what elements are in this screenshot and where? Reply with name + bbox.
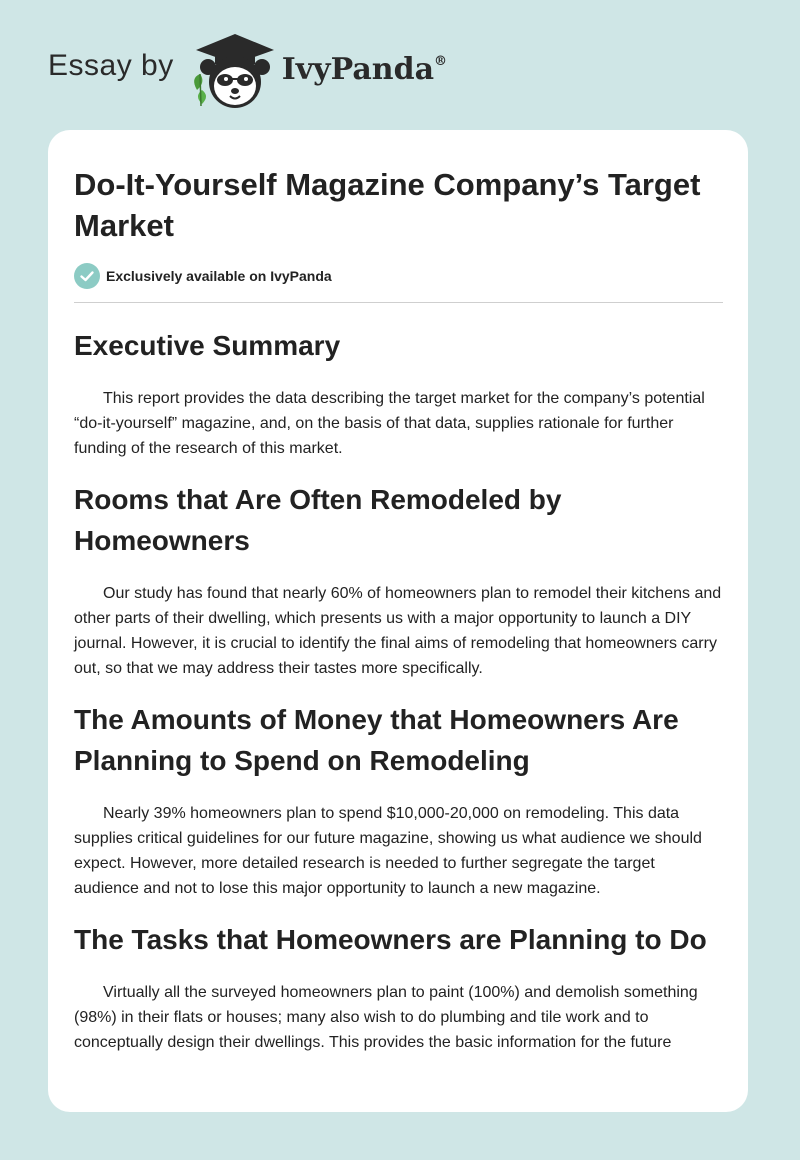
exclusive-badge — [74, 263, 724, 289]
panda-graduate-logo-icon[interactable] — [188, 30, 278, 110]
section-heading: Executive Summary — [74, 330, 341, 361]
registered-mark: ® — [434, 53, 448, 69]
section-paragraph: Virtually all the surveyed homeowners plan to paint (100%) and demolish something (98%) in their flats or houses; many also wish to do plumbing and tile work and to conceptually design their dwellings. This provides the basic information for the future — [74, 984, 698, 1051]
article-card — [48, 130, 748, 1112]
section-heading: Rooms that Are Often Remodeled by Homeowners — [74, 484, 562, 556]
section-heading: The Amounts of Money that Homeowners Are Planning to Spend on Remodeling — [74, 704, 679, 776]
exclusive-badge-text: Exclusively available on IvyPanda — [106, 268, 332, 284]
article-title: Do-It-Yourself Magazine Company’s Target Market — [74, 167, 701, 243]
essay-by-label: Essay by — [48, 49, 174, 82]
section-heading: The Tasks that Homeowners are Planning to Do — [74, 924, 707, 955]
check-circle-icon — [74, 263, 100, 289]
section-paragraph: Our study has found that nearly 60% of homeowners plan to remodel their kitchens and other parts of their dwelling, which presents us with a major opportunity to launch a DIY journal. However, it is crucial to identify the final aims of remodeling that homeowners carry out, so that we may address their tastes more specifically. — [74, 585, 722, 677]
section-paragraph: This report provides the data describing the target market for the company’s potential “do-it-yourself” magazine, and, on the basis of that data, supplies rationale for further funding of the research of this market. — [74, 390, 705, 457]
brand-name: IvyPanda® — [281, 51, 448, 87]
section-paragraph: Nearly 39% homeowners plan to spend $10,000-20,000 on remodeling. This data supplies critical guidelines for our future magazine, showing us what audience we should expect. However, more detailed research is needed to further segregate the target audience and not to lose this major opportunity to launch a new magazine. — [74, 805, 702, 897]
divider — [74, 302, 723, 303]
site-header — [48, 30, 447, 110]
article-content — [74, 164, 724, 1055]
